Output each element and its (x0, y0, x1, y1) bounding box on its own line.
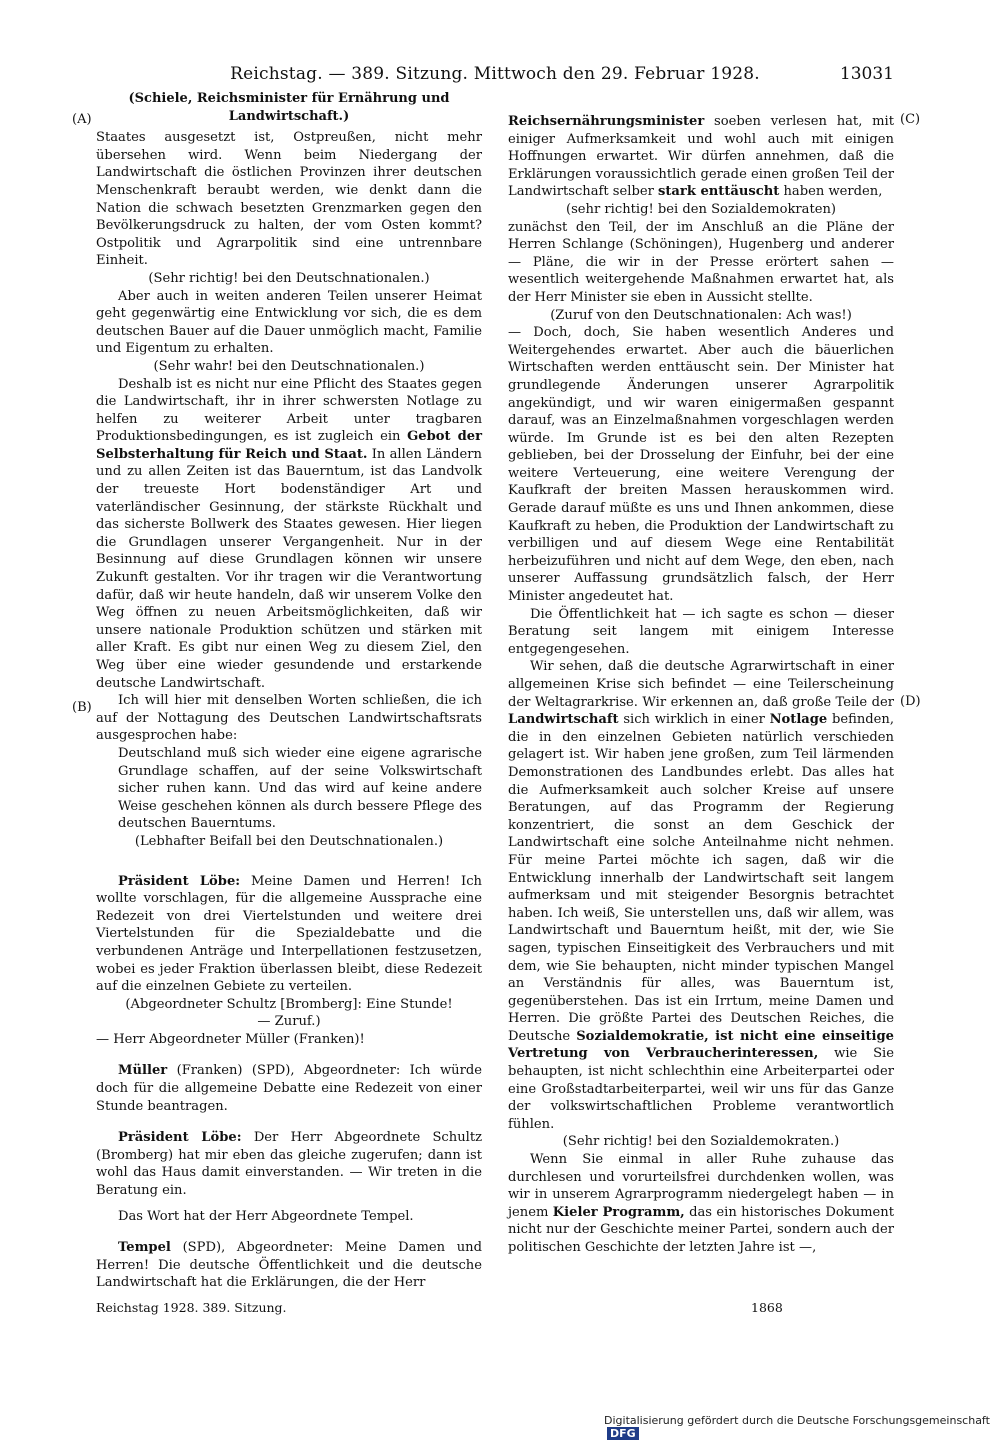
quotation: Deutschland muß sich wieder eine eigene agrarische Grundlage schaffen, auf der seine Volkswirtschaft sicher ruhen kann. Und das wird auf keine andere Weise geschehen können als durch bessere Pflege des deutschen Bauerntums. (118, 745, 482, 832)
right-column (508, 90, 894, 1257)
text-run: Meine Damen und Herren! Ich wollte vorschlagen, für die allgemeine Aussprache eine Redezeit von drei Viertelstunden und weitere drei Viertelstunden für die Spezialdebatte und die verbundenen Anträge und Interpellationen festzusetzen, wobei es jeder Fraktion überlassen bleibt, diese Redezeit auf die einzelnen Gebiete zu verteilen. (96, 873, 482, 995)
text-run: soeben verlesen hat, mit einiger Aufmerksamkeit und wohl auch mit einigen Hoffnungen erwartet. Wir dürfen annehmen, daß die Erklärungen voraussichtlich gerade einen großen Teil der Landwirtschaft selber (508, 114, 894, 200)
margin-mark-c: (C) (900, 112, 921, 127)
paragraph (96, 1239, 482, 1292)
interjection: — Zuruf.) (257, 1014, 321, 1030)
text-run: Wir sehen, daß die deutsche Agrarwirtschaft in einer allgemeinen Krise sich befindet — eine Teilerscheinung der Weltagrarkrise. Wir erkennen an, daß große Teile der (508, 659, 894, 710)
emphasis: stark enttäuscht (658, 184, 780, 200)
page-number: 13031 (839, 64, 894, 84)
left-column (96, 90, 482, 1292)
paragraph: Aber auch in weiten anderen Teilen unserer Heimat geht gegenwärtig eine Entwicklung vor sich, die es dem deutschen Bauer auf die Dauer unmöglich macht, Familie und Eigentum zu erhalten. (96, 288, 482, 357)
text-run: (SPD), Abgeordneter: Meine Damen und Herren! Die deutsche Öffentlichkeit und die deutsche Landwirtschaft hat die Erklärungen, die der Herr (96, 1240, 482, 1291)
text-run: Wenn Sie einmal in aller Ruhe zuhause das durchlesen und vorurteilsfrei durchdenken wollen, was wir in unserem Agrarprogramm niedergelegt haben — in jenem (508, 1152, 894, 1220)
paragraph (96, 1129, 482, 1199)
footer-right: 1868 (751, 1300, 783, 1315)
interjection: (Sehr wahr! bei den Deutschnationalen.) (153, 358, 425, 374)
speaker-name: Tempel (118, 1240, 171, 1256)
text-run: haben werden, (783, 184, 883, 200)
running-title: Reichstag. — 389. Sitzung. Mittwoch den 29. Februar 1928. (230, 64, 760, 84)
emphasis: Reichsernährungsminister (508, 114, 705, 129)
speaker-name: Präsident Löbe: (118, 873, 241, 889)
paragraph (96, 873, 482, 996)
text-run: sich wirklich in einer (623, 712, 765, 728)
emphasis: Landwirtschaft (508, 712, 619, 728)
paragraph (96, 1062, 482, 1115)
funding-note (604, 1414, 1000, 1440)
paragraph: Ich will hier mit denselben Worten schließen, die ich auf der Nottagung des Deutschen Landwirtschaftsrats ausgesprochen habe: (96, 693, 482, 744)
text-run: Der Herr Abgeordnete Schultz (Bromberg) hat mir eben das gleiche zugerufen; dann ist wohl das Haus damit einverstanden. — Wir treten in die Beratung ein. (96, 1130, 482, 1199)
speaker-name: Präsident Löbe: (118, 1130, 242, 1146)
interjection: (Sehr richtig! bei den Deutschnationalen.) (148, 270, 430, 286)
paragraph: — Herr Abgeordneter Müller (Franken)! (96, 1031, 365, 1047)
paragraph: zunächst den Teil, der im Anschluß an die Pläne der Herren Schlange (Schöningen), Hugenberg und anderer — Pläne, die wir in der Presse erörtert sahen — wesentlich weitergehende Maßnahmen erwartet hat, als der Herr Minister sie eben in Aussicht stellte. (508, 219, 894, 305)
text-run: wie Sie behaupten, ist nicht schlechthin eine Arbeiterpartei oder eine Großstadtarbeiterpartei, weil wir uns für das Ganze der volkswirtschaftlichen Probleme verantwortlich fühlen. (508, 1046, 894, 1132)
text-run: In allen Ländern und zu allen Zeiten ist das Bauerntum, ist das Landvolk der treueste Hort bodenständiger Art und vaterländischer Gesinnung, der stärkste Rückhalt und das sicherste Bollwerk des Staates gewesen. Hier liegen die Grundlagen unserer Vergangenheit. Nur in der Besinnung auf diese Grundlagen können wir unsere Zukunft gestalten. Vor ihr tragen wir die Verantwortung dafür, daß wir heute handeln, daß wir unserem Volke den Weg öffnen zu neuen Arbeitsmöglichkeiten, daß wir unsere nationale Produktion schützen und stärken mit aller Kraft. Es gibt nur einen Weg zu diesem Ziel, den Weg über eine wieder gesundende und erstarkende deutsche Landwirtschaft. (96, 446, 482, 691)
text-run: Deshalb ist es nicht nur eine Pflicht des Staates gegen die Landwirtschaft, ihr in ihrer schwersten Notlage zu helfen zu weiterer Arbeit unter tragbaren Produktionsbedingungen, es ist zugleich ein (96, 376, 482, 445)
paragraph: Staates ausgesetzt ist, Ostpreußen, nicht mehr übersehen wird. Wenn beim Niedergang der Landwirtschaft die östlichen Provinzen ihrer deutschen Menschenkraft beraubt werden, wie denkt dann die Nation die schwach besetzten Grenzmarken gegen den Bevölkerungsdruck zu halten, der vom Osten kommt? Ostpolitik und Agrarpolitik sind eine untrennbare Einheit. (96, 130, 482, 269)
paragraph: Die Öffentlichkeit hat — ich sagte es schon — dieser Beratung seit langem mit einigem Interesse entgegengesehen. (508, 606, 894, 657)
emphasis: Kieler Programm, (552, 1204, 685, 1220)
paragraph: — Doch, doch, Sie haben wesentlich Anderes und Weitergehendes erwartet. Aber auch die bäuerlichen Wirtschaften werden enttäuscht sein. Der Minister hat grundlegende Änderungen unserer Agrarpolitik angekündigt, und wir waren einigermaßen gespannt darauf, was an Einzelmaßnahmen vorgeschlagen werden würde. Im Grunde ist es bei den alten Rezepten geblieben, bei der Drosselung der Einfuhr, bei der eine weitere Verteuerung, eine weitere Verengung der Kaufkraft der breiten Massen herauskommen wird. Gerade darauf müßte es uns und Ihnen ankommen, diese Kaufkraft zu heben, die Produktion der Landwirtschaft zu verbilligen und auf diesem Wege eine Rentabilität herbeizuführen und nicht auf dem Wege, den eben, nach unserer Auffassung grundsätzlich falsch, der Herr Minister angedeutet hat. (508, 325, 894, 605)
paragraph (508, 113, 894, 201)
interjection: (Sehr richtig! bei den Sozialdemokraten.) (562, 1134, 840, 1150)
funding-text: Digitalisierung gefördert durch die Deutsche Forschungsgemeinschaft (604, 1414, 990, 1427)
text-run: befinden, die in den einzelnen Gebieten natürlich verschieden gelagert ist. Wir haben jene großen, zum Teil lärmenden Demonstrationen des Landbundes erlebt. Das alles hat die Aufmerksamkeit auch solcher Kreise auf unsere Beratungen, auf das Programm der Regierung konzentriert, die sonst an dem Geschick der Landwirtschaft eine solche Anteilnahme nicht nehmen. Für meine Partei möchte ich sagen, daß wir die Entwicklung innerhalb der Landwirtschaft seit langem aufmerksam und mit steigender Besorgnis betrachtet haben. Ich weiß, Sie unterstellen uns, daß wir allem, was Landwirtschaft und Bauerntum heißt, mit der, wie Sie sagen, typischen Einseitigkeit des Verbrauchers und mit dem, wie Sie behaupten, nicht minder typischen Mangel an Verständnis für alles, was Bauerntum ist, gegenüberstehen. Das ist ein Irrtum, meine Damen und Herren. Die größte Partei des Deutschen Reiches, die Deutsche (508, 712, 895, 1044)
emphasis: Sozialdemokratie, ist nicht eine einseitige Vertretung von Verbraucherinteressen, (508, 1028, 894, 1062)
interjection: (sehr richtig! bei den Sozialdemokraten) (565, 201, 837, 217)
margin-mark-d: (D) (900, 694, 921, 709)
emphasis: Gebot der Selbsterhaltung für Reich und Staat. (96, 429, 482, 462)
text-run: (Franken) (SPD), Abgeordneter: Ich würde doch für die allgemeine Debatte eine Redezeit von einer Stunde beantragen. (96, 1063, 483, 1114)
interjection: (Lebhafter Beifall bei den Deutschnationalen.) (134, 833, 444, 849)
speaker-heading: (Schiele, Reichsminister für Ernährung und Landwirtschaft.) (128, 91, 450, 124)
page-header (96, 64, 894, 90)
text-run: das ein historisches Dokument nicht nur der Geschichte meiner Partei, sondern auch der politischen Geschichte der letzten Jahre ist —, (508, 1204, 894, 1255)
paragraph (508, 1151, 894, 1257)
paragraph (508, 658, 894, 1133)
emphasis: Notlage (769, 712, 828, 728)
interjection: (Abgeordneter Schultz [Bromberg]: Eine Stunde! (125, 996, 453, 1012)
speaker-name: Müller (118, 1063, 168, 1079)
paragraph: Das Wort hat der Herr Abgeordnete Tempel. (118, 1208, 414, 1224)
margin-mark-b: (B) (72, 700, 92, 715)
paragraph (96, 376, 482, 693)
footer-left: Reichstag 1928. 389. Sitzung. (96, 1300, 287, 1315)
margin-mark-a: (A) (72, 112, 92, 127)
dfg-logo: DFG (607, 1427, 639, 1440)
interjection: (Zuruf von den Deutschnationalen: Ach was!) (550, 307, 852, 323)
